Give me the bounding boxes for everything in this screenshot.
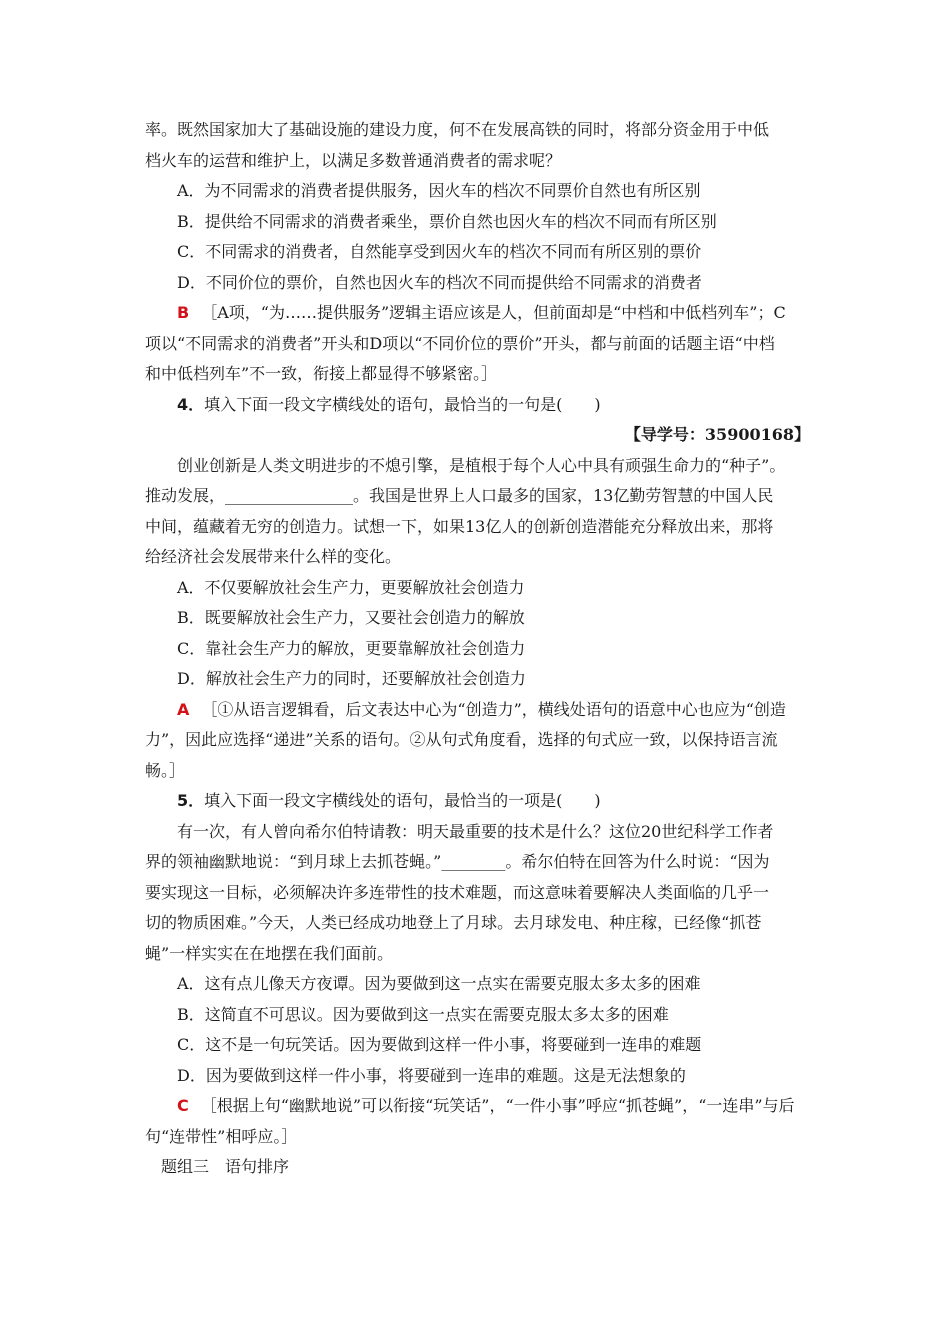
section-heading: 题组三 语句排序 xyxy=(161,1157,290,1176)
document-page xyxy=(145,115,810,1183)
option-b: B．提供给不同需求的消费者乘坐，票价自然也因火车的档次不同而有所区别 xyxy=(177,211,717,231)
question-stem xyxy=(145,786,810,817)
answer-explanation xyxy=(145,298,810,329)
passage-line: 给经济社会发展带来什么样的变化。 xyxy=(145,547,402,566)
option-b: B．这简直不可思议。因为要做到这一点实在需要克服太多太多的困难 xyxy=(177,1004,669,1024)
explanation-text: ［根据上句“幽默地说”可以衔接“玩笑话”，“一件小事”呼应“抓苍蝇”，“一连串”与后 xyxy=(200,1096,795,1115)
explanation-line: 项以“不同需求的消费者”开头和D项以“不同价位的票价”开头，都与前面的话题主语“中档 xyxy=(145,333,775,353)
question-number: 5． xyxy=(177,791,205,810)
answer-letter: A xyxy=(177,699,190,719)
passage-line: 界的领袖幽默地说：“到月球上去抓苍蝇。”________。希尔伯特在回答为什么时说：“因为 xyxy=(145,852,770,871)
question-stem xyxy=(145,390,810,421)
passage-line: 中间，蕴藏着无穷的创造力。试想一下，如果13亿人的创新创造潜能充分释放出来，那将 xyxy=(145,516,774,536)
explanation-text: ［①从语言逻辑看，后文表达中心为“创造力”，横线处语句的语意中心也应为“创造 xyxy=(201,699,786,719)
passage-line: 要实现这一目标，必须解决许多连带性的技术难题，而这意味着要解决人类面临的几乎一 xyxy=(145,882,770,902)
option-a: A．为不同需求的消费者提供服务，因火车的档次不同票价自然也有所区别 xyxy=(177,181,701,200)
option-d: D．不同价位的票价，自然也因火车的档次不同而提供给不同需求的消费者 xyxy=(177,272,702,292)
passage-line: 创业创新是人类文明进步的不熄引擎，是植根于每个人心中具有顽强生命力的“种子”。 xyxy=(177,455,786,475)
option-a: A．这有点儿像天方夜谭。因为要做到这一点实在需要克服太多太多的困难 xyxy=(177,974,701,993)
passage-line: 蝇”一样实实在在地摆在我们面前。 xyxy=(145,943,394,963)
explanation-line: 力”，因此应选择“递进”关系的语句。②从句式角度看，选择的句式应一致，以保持语言流 xyxy=(145,730,778,749)
option-d: D．因为要做到这样一件小事，将要碰到一连串的难题。这是无法想象的 xyxy=(177,1065,686,1085)
passage-line: 推动发展，________________。我国是世界上人口最多的国家，13亿勤劳智慧的中国人民 xyxy=(145,486,774,505)
option-c: C．不同需求的消费者，自然能享受到因火车的档次不同而有所区别的票价 xyxy=(177,242,702,261)
explanation-line: 畅。］ xyxy=(145,760,186,780)
option-a: A．不仅要解放社会生产力，更要解放社会创造力 xyxy=(177,577,525,597)
answer-letter: B xyxy=(177,303,190,322)
passage-line: 切的物质困难。”今天，人类已经成功地登上了月球。去月球发电、种庄稼，已经像“抓苍 xyxy=(145,913,762,932)
explanation-line: 和中低档列车”不一致，衔接上都显得不够紧密。］ xyxy=(145,364,498,383)
answer-explanation xyxy=(145,695,810,726)
question-text: 填入下面一段文字横线处的语句，最恰当的一项是( ) xyxy=(204,791,601,810)
explanation-line: 句“连带性”相呼应。］ xyxy=(145,1126,298,1146)
answer-explanation xyxy=(145,1091,810,1122)
passage-line: 档火车的运营和维护上，以满足多数普通消费者的需求呢？ xyxy=(145,150,562,170)
explanation-text: ［A项，“为……提供服务”逻辑主语应该是人，但前面却是“中档和中低档列车”；C xyxy=(201,303,786,322)
passage-line: 有一次，有人曾向希尔伯特请教：明天最重要的技术是什么？这位20世纪科学工作者 xyxy=(177,821,774,841)
option-c: C．靠社会生产力的解放，更要靠解放社会创造力 xyxy=(177,638,526,658)
guide-number: 【导学号：35900168】 xyxy=(624,425,810,444)
option-d: D．解放社会生产力的同时，还要解放社会创造力 xyxy=(177,669,526,688)
option-b: B．既要解放社会生产力，又要社会创造力的解放 xyxy=(177,608,525,627)
question-number: 4． xyxy=(177,394,205,414)
question-text: 填入下面一段文字横线处的语句，最恰当的一句是( ) xyxy=(204,394,601,414)
option-c: C．这不是一句玩笑话。因为要做到这样一件小事，将要碰到一连串的难题 xyxy=(177,1035,702,1054)
passage-line: 率。既然国家加大了基础设施的建设力度，何不在发展高铁的同时，将部分资金用于中低 xyxy=(145,120,770,139)
answer-letter: C xyxy=(177,1096,189,1115)
